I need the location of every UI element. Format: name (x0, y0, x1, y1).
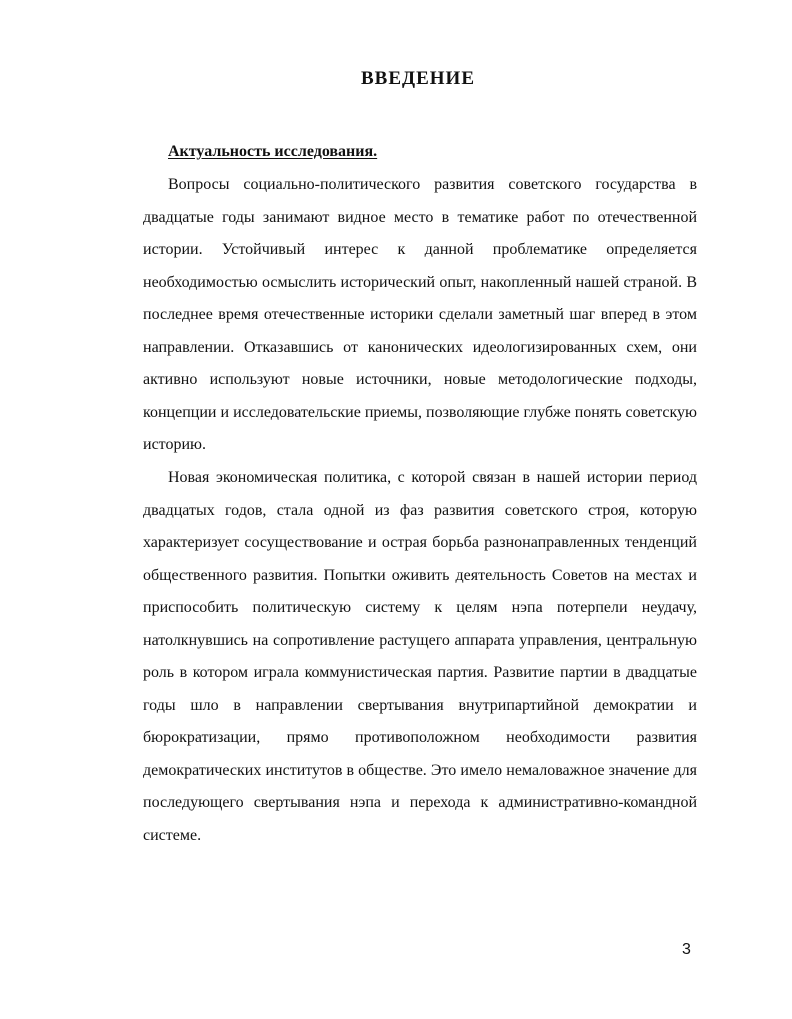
paragraph-1: Вопросы социально-политического развития советского государства в двадцатые годы занимают видное место в тематике работ по отечественной истории. Устойчивый интерес к данной проблематике определяется необходимостью осмыслить исторический опыт, накопленный нашей страной. В последнее время отечественные историки сделали заметный шаг вперед в этом направлении. Отказавшись от канонических идеологизированных схем, они активно используют новые источники, новые методологические подходы, концепции и исследовательские приемы, позволяющие глубже понять советскую историю. (143, 176, 697, 453)
page-number: 3 (682, 941, 691, 958)
section-subheading: Актуальность исследования. (168, 143, 378, 160)
paragraph-2: Новая экономическая политика, с которой связан в нашей истории период двадцатых годов, стала одной из фаз развития советского строя, которую характеризует сосуществование и острая борьба разнонаправленных тенденций общественного развития. Попытки оживить деятельность Советов на местах и приспособить политическую систему к целям нэпа потерпели неудачу, натолкнувшись на сопротивление растущего аппарата управления, центральную роль в котором играла коммунистическая партия. Развитие партии в двадцатые годы шло в направлении свертывания внутрипартийной демократии и бюрократизации, прямо противоположном необходимости развития демократических институтов в обществе. Это имело немаловажное значение для последующего свертывания нэпа и перехода к административно-командной системе. (143, 469, 697, 844)
page-title: ВВЕДЕНИЕ (361, 68, 475, 89)
